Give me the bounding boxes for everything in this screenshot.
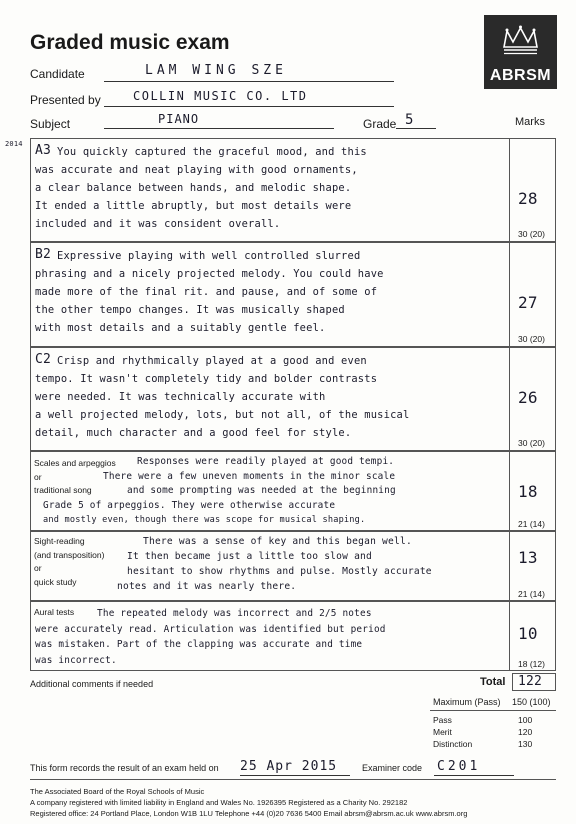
section-max: 30 (20): [518, 334, 545, 344]
form-title: Graded music exam: [30, 31, 230, 54]
piece-code: B2: [35, 247, 52, 262]
section-max: 21 (14): [518, 519, 545, 529]
sight-reading-section: [30, 531, 556, 601]
candidate-underline: [104, 81, 394, 82]
exam-date: 25 Apr 2015: [240, 759, 338, 774]
presented-by-value: COLLIN MUSIC CO. LTD: [133, 89, 308, 103]
comment-line: Responses were readily played at good tempi.: [137, 456, 395, 467]
label-line: quick study: [34, 576, 77, 587]
abrsm-logo: [484, 15, 557, 89]
comment-line: was mistaken. Part of the clapping was accurate and time: [35, 639, 363, 650]
label-line: Sight-reading: [34, 536, 85, 546]
comment-line: There was a sense of key and this began well.: [143, 536, 412, 547]
section-mark: 27: [518, 293, 538, 312]
crown-icon: [502, 25, 539, 55]
comment-line: hesitant to show rhythms and pulse. Mostly accurate: [127, 566, 432, 577]
examiner-code-label: Examiner code: [362, 763, 423, 773]
comment-line: The repeated melody was incorrect and 2/5 notes: [97, 608, 372, 619]
comment-line: Expressive playing with well controlled slurred: [57, 250, 361, 262]
marks-divider: [509, 452, 510, 530]
section-mark: 13: [518, 548, 538, 567]
comment-line: It then became just a little too slow and: [127, 551, 373, 562]
subject-label: Subject: [30, 117, 71, 131]
comment-line: were accurately read. Articulation was identified but period: [35, 623, 386, 635]
examiner-comment: [117, 534, 509, 594]
label-line: Scales and arpeggios: [34, 458, 116, 468]
marks-heading: Marks: [515, 116, 545, 128]
comment-line: was accurate and neat playing with good ornaments,: [35, 164, 358, 176]
candidate-value: LAM WING SZE: [145, 63, 287, 78]
comment-line: was incorrect.: [35, 654, 117, 666]
exam-held-on-label: This form records the result of an exam held on: [30, 763, 219, 773]
examiner-code-underline: [434, 775, 514, 776]
aural-tests-section: [30, 601, 556, 671]
total-label: Total: [480, 676, 506, 688]
footer-line: Registered office: 24 Portland Place, London W1B 1LU Telephone +44 (0)20 7636 5400 Email abrsm@abrsm.ac.uk www.abrsm.org: [30, 809, 468, 818]
grade-threshold: 120: [518, 727, 533, 737]
section-max: 30 (20): [518, 438, 545, 448]
marks-divider: [509, 348, 510, 450]
piece-c-section: [30, 347, 556, 451]
label-line: or: [34, 471, 42, 482]
section-label: [34, 606, 74, 620]
maximum-pass-label: Maximum (Pass): [433, 697, 501, 707]
comment-line: detail, much character and a good feel for style.: [35, 427, 352, 439]
grade-threshold: 130: [518, 739, 533, 749]
comment-line: You quickly captured the graceful mood, and this: [57, 146, 367, 158]
scales-section: [30, 451, 556, 531]
marks-divider: [509, 532, 510, 600]
grade-label: Grade: [363, 117, 397, 131]
section-mark: 26: [518, 388, 538, 407]
footer-line: A company registered with limited liability in England and Wales No. 1926395 Registered as a Charity No. 292182: [30, 798, 408, 807]
section-mark: 10: [518, 624, 538, 643]
comment-line: included and it was consident overall.: [35, 218, 281, 230]
piece-b-section: [30, 242, 556, 347]
candidate-label: Candidate: [30, 67, 85, 81]
label-line: Aural tests: [34, 607, 75, 617]
subject-underline: [104, 128, 334, 129]
comment-line: a well projected melody, lots, but not all, of the musical: [35, 409, 410, 421]
presented-by-label: Presented by: [30, 93, 101, 107]
comment-line: It ended a little abruptly, but most details were: [35, 200, 352, 212]
footer-divider: [30, 779, 556, 780]
section-max: 30 (20): [518, 229, 545, 239]
comment-line: Crisp and rhythmically played at a good and even: [57, 355, 367, 367]
comment-line: the other tempo changes. It was musically shaped: [35, 304, 345, 316]
section-mark: 28: [518, 189, 538, 208]
section-mark: 18: [518, 482, 538, 501]
total-value: 122: [518, 674, 543, 689]
grade-threshold: 100: [518, 715, 533, 725]
label-line: or: [34, 563, 42, 573]
label-line: traditional song: [34, 485, 92, 495]
comment-line: tempo. It wasn't completely tidy and bolder contrasts: [35, 373, 378, 385]
piece-code: A3: [35, 143, 52, 158]
piece-code: C2: [35, 352, 52, 367]
marks-divider: [509, 243, 510, 346]
additional-comments-label: Additional comments if needed: [30, 679, 154, 689]
comment-line: There were a few uneven moments in the minor scale: [103, 470, 396, 482]
maximum-pass-value: 150 (100): [512, 697, 551, 707]
section-max: 21 (14): [518, 589, 545, 599]
grades-divider: [430, 710, 556, 711]
label-line: (and transposition): [34, 549, 105, 560]
subject-value: PIANO: [158, 112, 200, 126]
comment-line: and some prompting was needed at the beginning: [127, 485, 396, 496]
margin-note: 2014: [5, 140, 23, 148]
presented-by-underline: [104, 106, 394, 107]
comment-line: and mostly even, though there was scope for musical shaping.: [43, 515, 366, 525]
comment-line: notes and it was nearly there.: [117, 581, 297, 592]
comment-line: were needed. It was technically accurate with: [35, 391, 326, 403]
comment-line: with most details and a suitably gentle feel.: [35, 322, 326, 334]
grade-name: Distinction: [433, 739, 473, 749]
section-max: 18 (12): [518, 659, 545, 669]
examiner-code: C201: [437, 759, 481, 774]
comment-line: phrasing and a nicely projected melody. You could have: [35, 268, 384, 280]
grade-underline: [396, 128, 436, 129]
marks-divider: [509, 602, 510, 670]
comment-line: Grade 5 of arpeggios. They were otherwise accurate: [43, 499, 336, 511]
section-label: [34, 535, 104, 589]
brand-name: ABRSM: [489, 67, 552, 84]
piece-a-section: [30, 138, 556, 242]
footer-line: The Associated Board of the Royal Schools of Music: [30, 787, 205, 796]
grade-value: 5: [405, 112, 416, 128]
marks-divider: [509, 139, 510, 241]
grade-name: Pass: [433, 715, 452, 725]
grade-name: Merit: [433, 727, 452, 737]
comment-line: a clear balance between hands, and melodic shape.: [35, 182, 352, 194]
comment-line: made more of the final rit. and pause, and of some of: [35, 286, 378, 298]
exam-date-underline: [240, 775, 350, 776]
